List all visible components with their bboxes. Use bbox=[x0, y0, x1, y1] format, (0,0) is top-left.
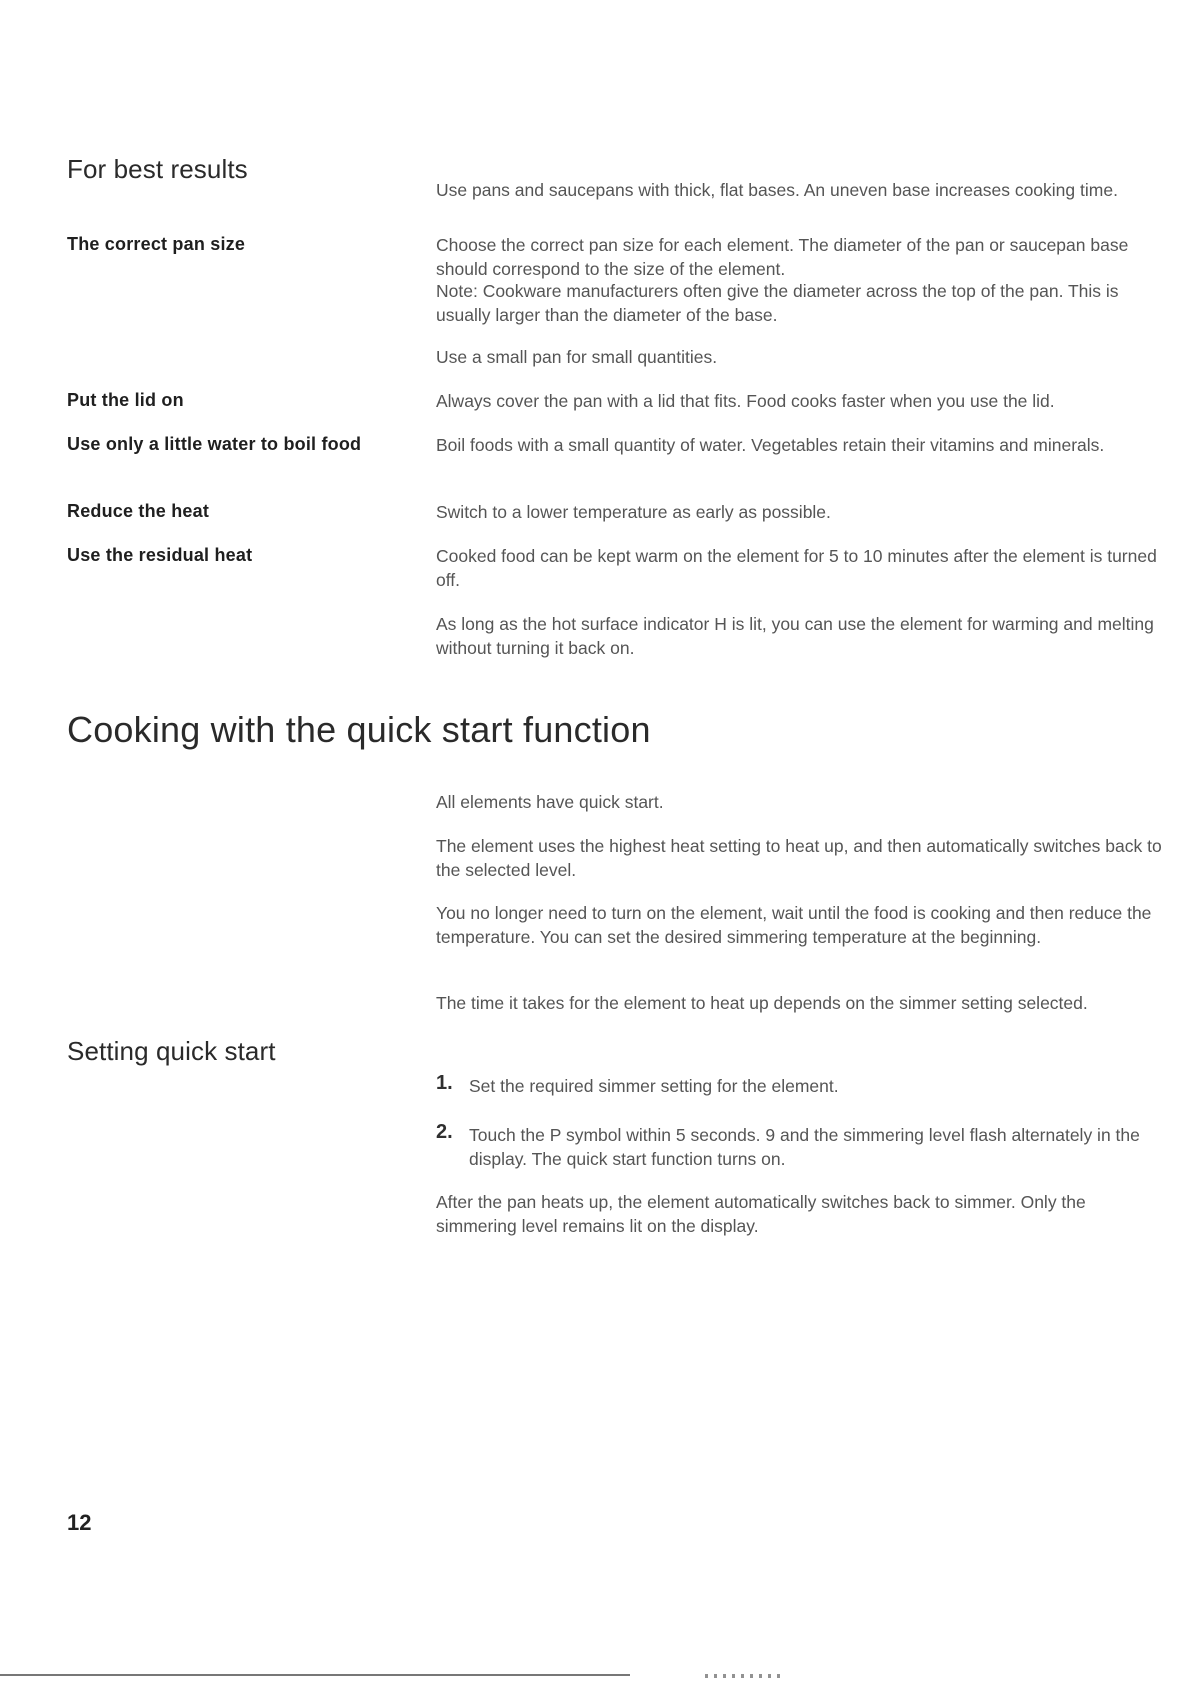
label-reduce-heat: Reduce the heat bbox=[67, 501, 210, 521]
label-residual-heat: Use the residual heat bbox=[67, 545, 253, 565]
step-number-1: 1. bbox=[436, 1072, 453, 1094]
section-title-quick-start: Cooking with the quick start function bbox=[67, 709, 651, 750]
quick-start-text-4: The time it takes for the element to heat up depends on the simmer setting selected. bbox=[436, 993, 1088, 1013]
put-lid-on-text: Always cover the pan with a lid that fits. Food cooks faster when you use the lid. bbox=[436, 391, 1055, 411]
residual-heat-text-1: Cooked food can be kept warm on the element for 5 to 10 minutes after the element is turned off. bbox=[436, 546, 1157, 590]
quick-start-text-1: All elements have quick start. bbox=[436, 792, 664, 812]
quick-start-after-text: After the pan heats up, the element automatically switches back to simmer. Only the simmering level remains lit on the display. bbox=[436, 1192, 1086, 1236]
page-number: 12 bbox=[67, 1510, 92, 1535]
footer-dots bbox=[705, 1674, 785, 1678]
step-number-2: 2. bbox=[436, 1121, 453, 1143]
correct-pan-size-text-2: Use a small pan for small quantities. bbox=[436, 347, 718, 367]
reduce-heat-text: Switch to a lower temperature as early as possible. bbox=[436, 502, 831, 522]
label-correct-pan-size: The correct pan size bbox=[67, 234, 246, 254]
little-water-text: Boil foods with a small quantity of water. Vegetables retain their vitamins and minerals. bbox=[436, 435, 1105, 455]
residual-heat-text-2: As long as the hot surface indicator H is lit, you can use the element for warming and melting without turning it back on. bbox=[436, 614, 1154, 658]
correct-pan-size-note: Note: Cookware manufacturers often give the diameter across the top of the pan. This is usually larger than the diameter of the base. bbox=[436, 281, 1119, 325]
label-little-water: Use only a little water to boil food bbox=[67, 434, 362, 454]
best-results-intro: Use pans and saucepans with thick, flat bases. An uneven base increases cooking time. bbox=[436, 180, 1118, 200]
section-title-best-results: For best results bbox=[67, 154, 248, 184]
label-put-lid-on: Put the lid on bbox=[67, 390, 184, 410]
footer-rule bbox=[0, 1674, 630, 1676]
quick-start-text-3: You no longer need to turn on the element, wait until the food is cooking and then reduce the temperature. You can set the desired simmering temperature at the beginning. bbox=[436, 903, 1152, 947]
step-text-1: Set the required simmer setting for the element. bbox=[469, 1076, 839, 1096]
section-title-setting-quick-start: Setting quick start bbox=[67, 1036, 276, 1066]
correct-pan-size-text-1: Choose the correct pan size for each element. The diameter of the pan or saucepan base should correspond to the size of the element. bbox=[436, 235, 1129, 279]
step-text-2: Touch the P symbol within 5 seconds. 9 and the simmering level flash alternately in the display. The quick start function turns on. bbox=[469, 1125, 1140, 1169]
quick-start-text-2: The element uses the highest heat setting to heat up, and then automatically switches back to the selected level. bbox=[436, 836, 1162, 880]
